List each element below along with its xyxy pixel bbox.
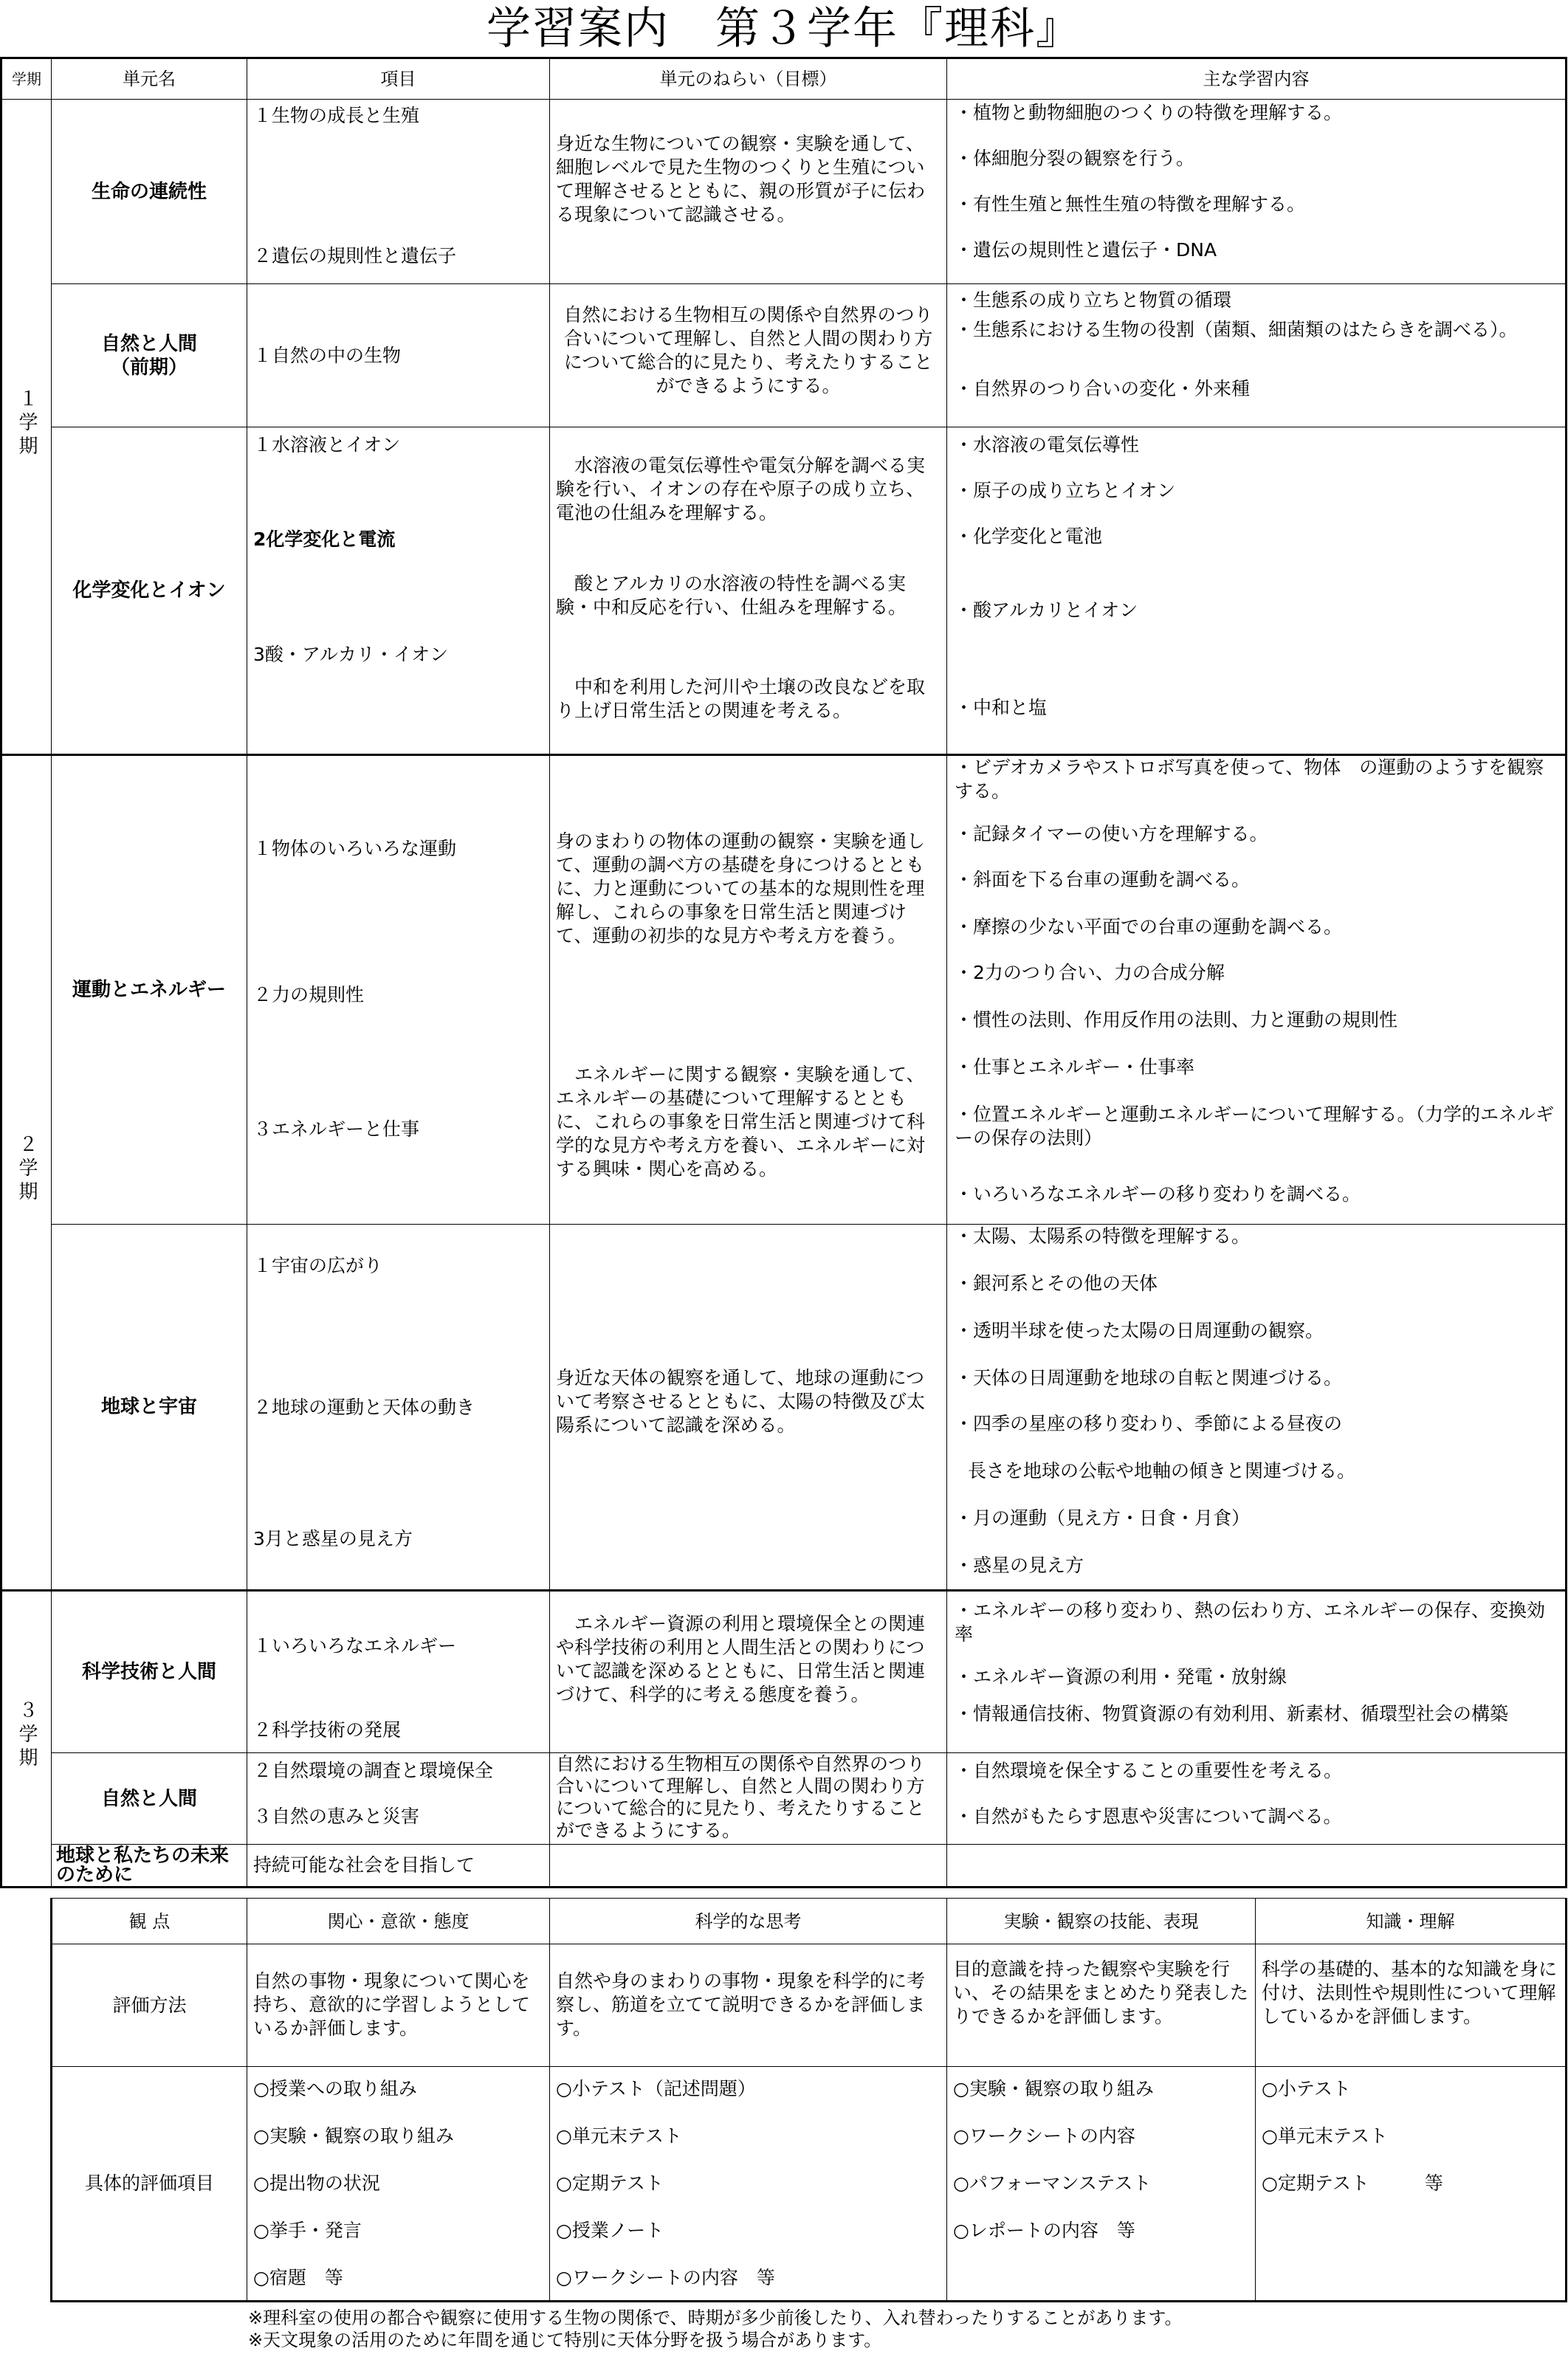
eval-method-label: 評価方法 [52,1944,247,2067]
unit-contents [947,755,1567,1225]
eval-item: ○授業への取り組み [253,2078,417,2099]
content-item: 長さを地球の公転や地軸の傾きと関連づける。 [968,1460,1356,1482]
content-item: ・摩擦の少ない平面での台車の運動を調べる。 [955,916,1343,937]
content-item: ・遺伝の規則性と遺伝子・DNA [955,239,1217,261]
unit-items [247,427,550,755]
content-item: ・四季の星座の移り変わり、季節による昼夜の [955,1413,1343,1434]
term-3: ３学期 [1,1591,52,1888]
eval-header-interest: 関心・意欲・態度 [247,1899,550,1944]
eval-items [247,2067,550,2302]
item: 持続可能な社会を目指して [253,1854,475,1876]
aim-text: 中和を利用した河川や土壌の改良などを取り上げ日常生活との関連を考える。 [556,676,926,721]
unit-name: 生命の連続性 [52,100,247,284]
unit-contents [947,427,1567,755]
content-item: ・太陽、太陽系の特徴を理解する。 [955,1225,1251,1247]
item: １物体のいろいろな運動 [253,838,457,859]
unit-contents [947,1225,1567,1591]
unit-contents [947,1753,1567,1845]
unit-name: 自然と人間 （前期） [52,284,247,427]
footnotes [248,2307,1182,2351]
footnote: ※天文現象の活用のために年間を通じて特別に天体分野を扱う場合があります。 [248,2330,882,2350]
content-item: ・自然環境を保全することの重要性を考える。 [955,1760,1343,1781]
item: １生物の成長と生殖 [253,105,420,126]
item: ２自然環境の調査と環境保全 [253,1760,494,1781]
eval-item: ○ワークシートの内容 等 [556,2267,775,2288]
eval-method: 目的意識を持った観察や実験を行い、その結果をまとめたり発表したりできるかを評価します。 [947,1944,1256,2067]
footnote: ※理科室の使用の都合や観察に使用する生物の関係で、時期が多少前後したり、入れ替わったりすることがあります。 [248,2308,1183,2328]
item: ３エネルギーと仕事 [253,1118,420,1140]
eval-method: 自然や身のまわりの事物・現象を科学的に考察し、筋道を立てて説明できるかを評価します。 [550,1944,947,2067]
eval-item: ○単元末テスト [556,2125,682,2147]
eval-items [1256,2067,1567,2302]
eval-item: ○ワークシートの内容 [953,2125,1135,2147]
eval-items [947,2067,1256,2302]
aim-text: 身近な生物についての観察・実験を通して、細胞レベルで見た生物のつくりと生殖について理解させるとともに、親の形質が子に伝わる現象について認識させる。 [556,133,926,225]
content-item: ・原子の成り立ちとイオン [955,480,1176,501]
eval-item: ○小テスト [1262,2078,1351,2099]
unit-items [247,755,550,1225]
content-item: ・有性生殖と無性生殖の特徴を理解する。 [955,193,1306,215]
item: 2化学変化と電流 [253,529,396,550]
content-item: ・自然界のつり合いの変化・外来種 [955,378,1251,399]
header-content: 主な学習内容 [947,58,1567,100]
item: ２遺伝の規則性と遺伝子 [253,245,457,266]
eval-item: ○授業ノート [556,2220,664,2241]
eval-header-viewpoint: 観 点 [52,1899,247,1944]
header-aim: 単元のねらい（目標） [550,58,947,100]
unit-items [247,1225,550,1591]
eval-item: ○定期テスト 等 [1262,2172,1443,2194]
content-item: ・仕事とエネルギー・仕事率 [955,1056,1195,1078]
curriculum-table [0,57,1567,1888]
eval-item: ○小テスト（記述問題） [556,2078,756,2099]
aim-text: 身近な天体の観察を通して、地球の運動について考察させるとともに、太陽の特徴及び太陽系について認識を深める。 [556,1367,926,1436]
unit-contents [947,1591,1567,1753]
content-item: ・惑星の見え方 [955,1555,1084,1576]
eval-method: 自然の事物・現象について関心を持ち、意欲的に学習しようとしているか評価します。 [247,1944,550,2067]
aim-text: 身のまわりの物体の運動の観察・実験を通して、運動の調べ方の基礎を身につけるとともに、力と運動についての基本的な規則性を理解し、これらの事象を日常生活と関連づけて、運動の初歩的な見方や考え方を養う。 [556,830,926,946]
unit-contents [947,100,1567,284]
content-item: ・記録タイマーの使い方を理解する。 [955,823,1268,844]
item: ３自然の恵みと災害 [253,1806,420,1827]
content-item: ・慣性の法則、作用反作用の法則、力と運動の規則性 [955,1009,1398,1030]
content-item: ・情報通信技術、物質資源の有効利用、新素材、循環型社会の構築 [955,1703,1509,1724]
aim-text: エネルギー資源の利用と環境保全との関連や科学技術の利用と人間生活との関わりについて認識を深めるとともに、日常生活と関連づけて、科学的に考える態度を養う。 [556,1613,926,1705]
unit-contents [947,1845,1567,1888]
aim-text: エネルギーに関する観察・実験を通して、エネルギーの基礎について理解するとともに、これらの事象を日常生活と関連づけて科学的な見方や考え方を養い、エネルギーに対する興味・関心を高める。 [556,1064,926,1180]
content-item: ・生態系の成り立ちと物質の循環 [955,289,1232,311]
item: 3月と惑星の見え方 [253,1528,413,1549]
item: ２地球の運動と天体の動き [253,1397,475,1418]
eval-item: ○レポートの内容 等 [953,2220,1135,2241]
eval-item: ○挙手・発言 [253,2220,362,2241]
content-item: ・中和と塩 [955,697,1048,718]
unit-aim [550,284,947,427]
eval-item: ○単元末テスト [1262,2125,1388,2147]
eval-header-skills: 実験・観察の技能、表現 [947,1899,1256,1944]
eval-method: 科学の基礎的、基本的な知識を身に付け、法則性や規則性について理解しているかを評価します。 [1256,1944,1567,2067]
item: １いろいろなエネルギー [253,1635,457,1656]
unit-name: 運動とエネルギー [52,755,247,1225]
content-item: ・自然がもたらす恩恵や災害について調べる。 [955,1806,1342,1827]
unit-items [247,284,550,427]
item: ２力の規則性 [253,984,365,1005]
evaluation-table [50,1898,1567,2302]
content-item: ・2力のつり合い、力の合成分解 [955,962,1225,983]
unit-aim [550,1753,947,1845]
unit-name: 科学技術と人間 [52,1591,247,1753]
content-item: ・透明半球を使った太陽の日周運動の観察。 [955,1320,1324,1341]
unit-aim [550,1591,947,1753]
aim-text: 酸とアルカリの水溶液の特性を調べる実験・中和反応を行い、仕組みを理解する。 [556,573,907,618]
eval-items [550,2067,947,2302]
unit-aim [550,427,947,755]
unit-name: 化学変化とイオン [52,427,247,755]
term-1: １学期 [1,100,52,755]
unit-aim [550,755,947,1225]
aim-text: 水溶液の電気伝導性や電気分解を調べる実験を行い、イオンの存在や原子の成り立ち、電池の仕組みを理解する。 [556,455,926,523]
page-title: 学習案内 第３学年『理科』 [486,3,1082,55]
eval-item: ○実験・観察の取り組み [953,2078,1154,2099]
header-term: 学期 [1,58,52,100]
term-2: ２学期 [1,755,52,1591]
eval-items-label: 具体的評価項目 [52,2067,247,2302]
eval-item: ○提出物の状況 [253,2172,380,2194]
header-unit: 単元名 [52,58,247,100]
content-item: ・水溶液の電気伝導性 [955,434,1140,455]
item: ２科学技術の発展 [253,1719,402,1741]
content-item: ・ビデオカメラやストロボ写真を使って、物体 の運動のようすを観察する。 [955,757,1544,802]
unit-items [247,100,550,284]
unit-items [247,1591,550,1753]
eval-header-thinking: 科学的な思考 [550,1899,947,1944]
unit-aim [550,1225,947,1591]
content-item: ・エネルギーの移り変わり、熱の伝わり方、エネルギーの保存、変換効率 [955,1600,1546,1645]
unit-aim [550,100,947,284]
unit-aim [550,1845,947,1888]
content-item: ・位置エネルギーと運動エネルギーについて理解する。（力学的エネルギーの保存の法則） [955,1104,1555,1149]
item: １水溶液とイオン [253,434,401,455]
content-item: ・生態系における生物の役割（菌類、細菌類のはたらきを調べる）。 [955,319,1518,340]
eval-item: ○実験・観察の取り組み [253,2125,454,2147]
header-item: 項目 [247,58,550,100]
item: １宇宙の広がり [253,1255,383,1276]
content-item: ・酸アルカリとイオン [955,599,1138,621]
content-item: ・いろいろなエネルギーの移り変わりを調べる。 [955,1183,1361,1205]
unit-name: 地球と私たちの未来のために [52,1845,247,1888]
aim-text: 自然における生物相互の関係や自然界のつり合いについて理解し、自然と人間の関わり方について総合的に見たり、考えたりすることができるようにする。 [563,304,933,396]
content-item: ・化学変化と電池 [955,526,1103,547]
eval-item: ○パフォーマンステスト [953,2172,1152,2194]
content-item: ・天体の日周運動を地球の自転と関連づける。 [955,1367,1343,1389]
unit-items [247,1753,550,1845]
content-item: ・月の運動（見え方・日食・月食） [955,1507,1251,1529]
eval-item: ○定期テスト [556,2172,664,2194]
eval-item: ○宿題 等 [253,2267,343,2288]
unit-name: 自然と人間 [52,1753,247,1845]
content-item: ・エネルギー資源の利用・発電・放射線 [955,1666,1287,1687]
content-item: ・斜面を下る台車の運動を調べる。 [955,869,1251,890]
content-item: ・体細胞分裂の観察を行う。 [955,148,1195,169]
unit-items [247,1845,550,1888]
eval-header-knowledge: 知識・理解 [1256,1899,1567,1944]
aim-text: 自然における生物相互の関係や自然界のつり合いについて理解し、自然と人間の関わり方について総合的に見たり、考えたりすることができるようにする。 [556,1753,926,1841]
unit-contents [947,284,1567,427]
content-item: ・植物と動物細胞のつくりの特徴を理解する。 [955,102,1343,123]
content-item: ・銀河系とその他の天体 [955,1273,1158,1294]
item: １自然の中の生物 [253,344,402,366]
item: 3酸・アルカリ・イオン [253,644,449,665]
unit-name: 地球と宇宙 [52,1225,247,1591]
